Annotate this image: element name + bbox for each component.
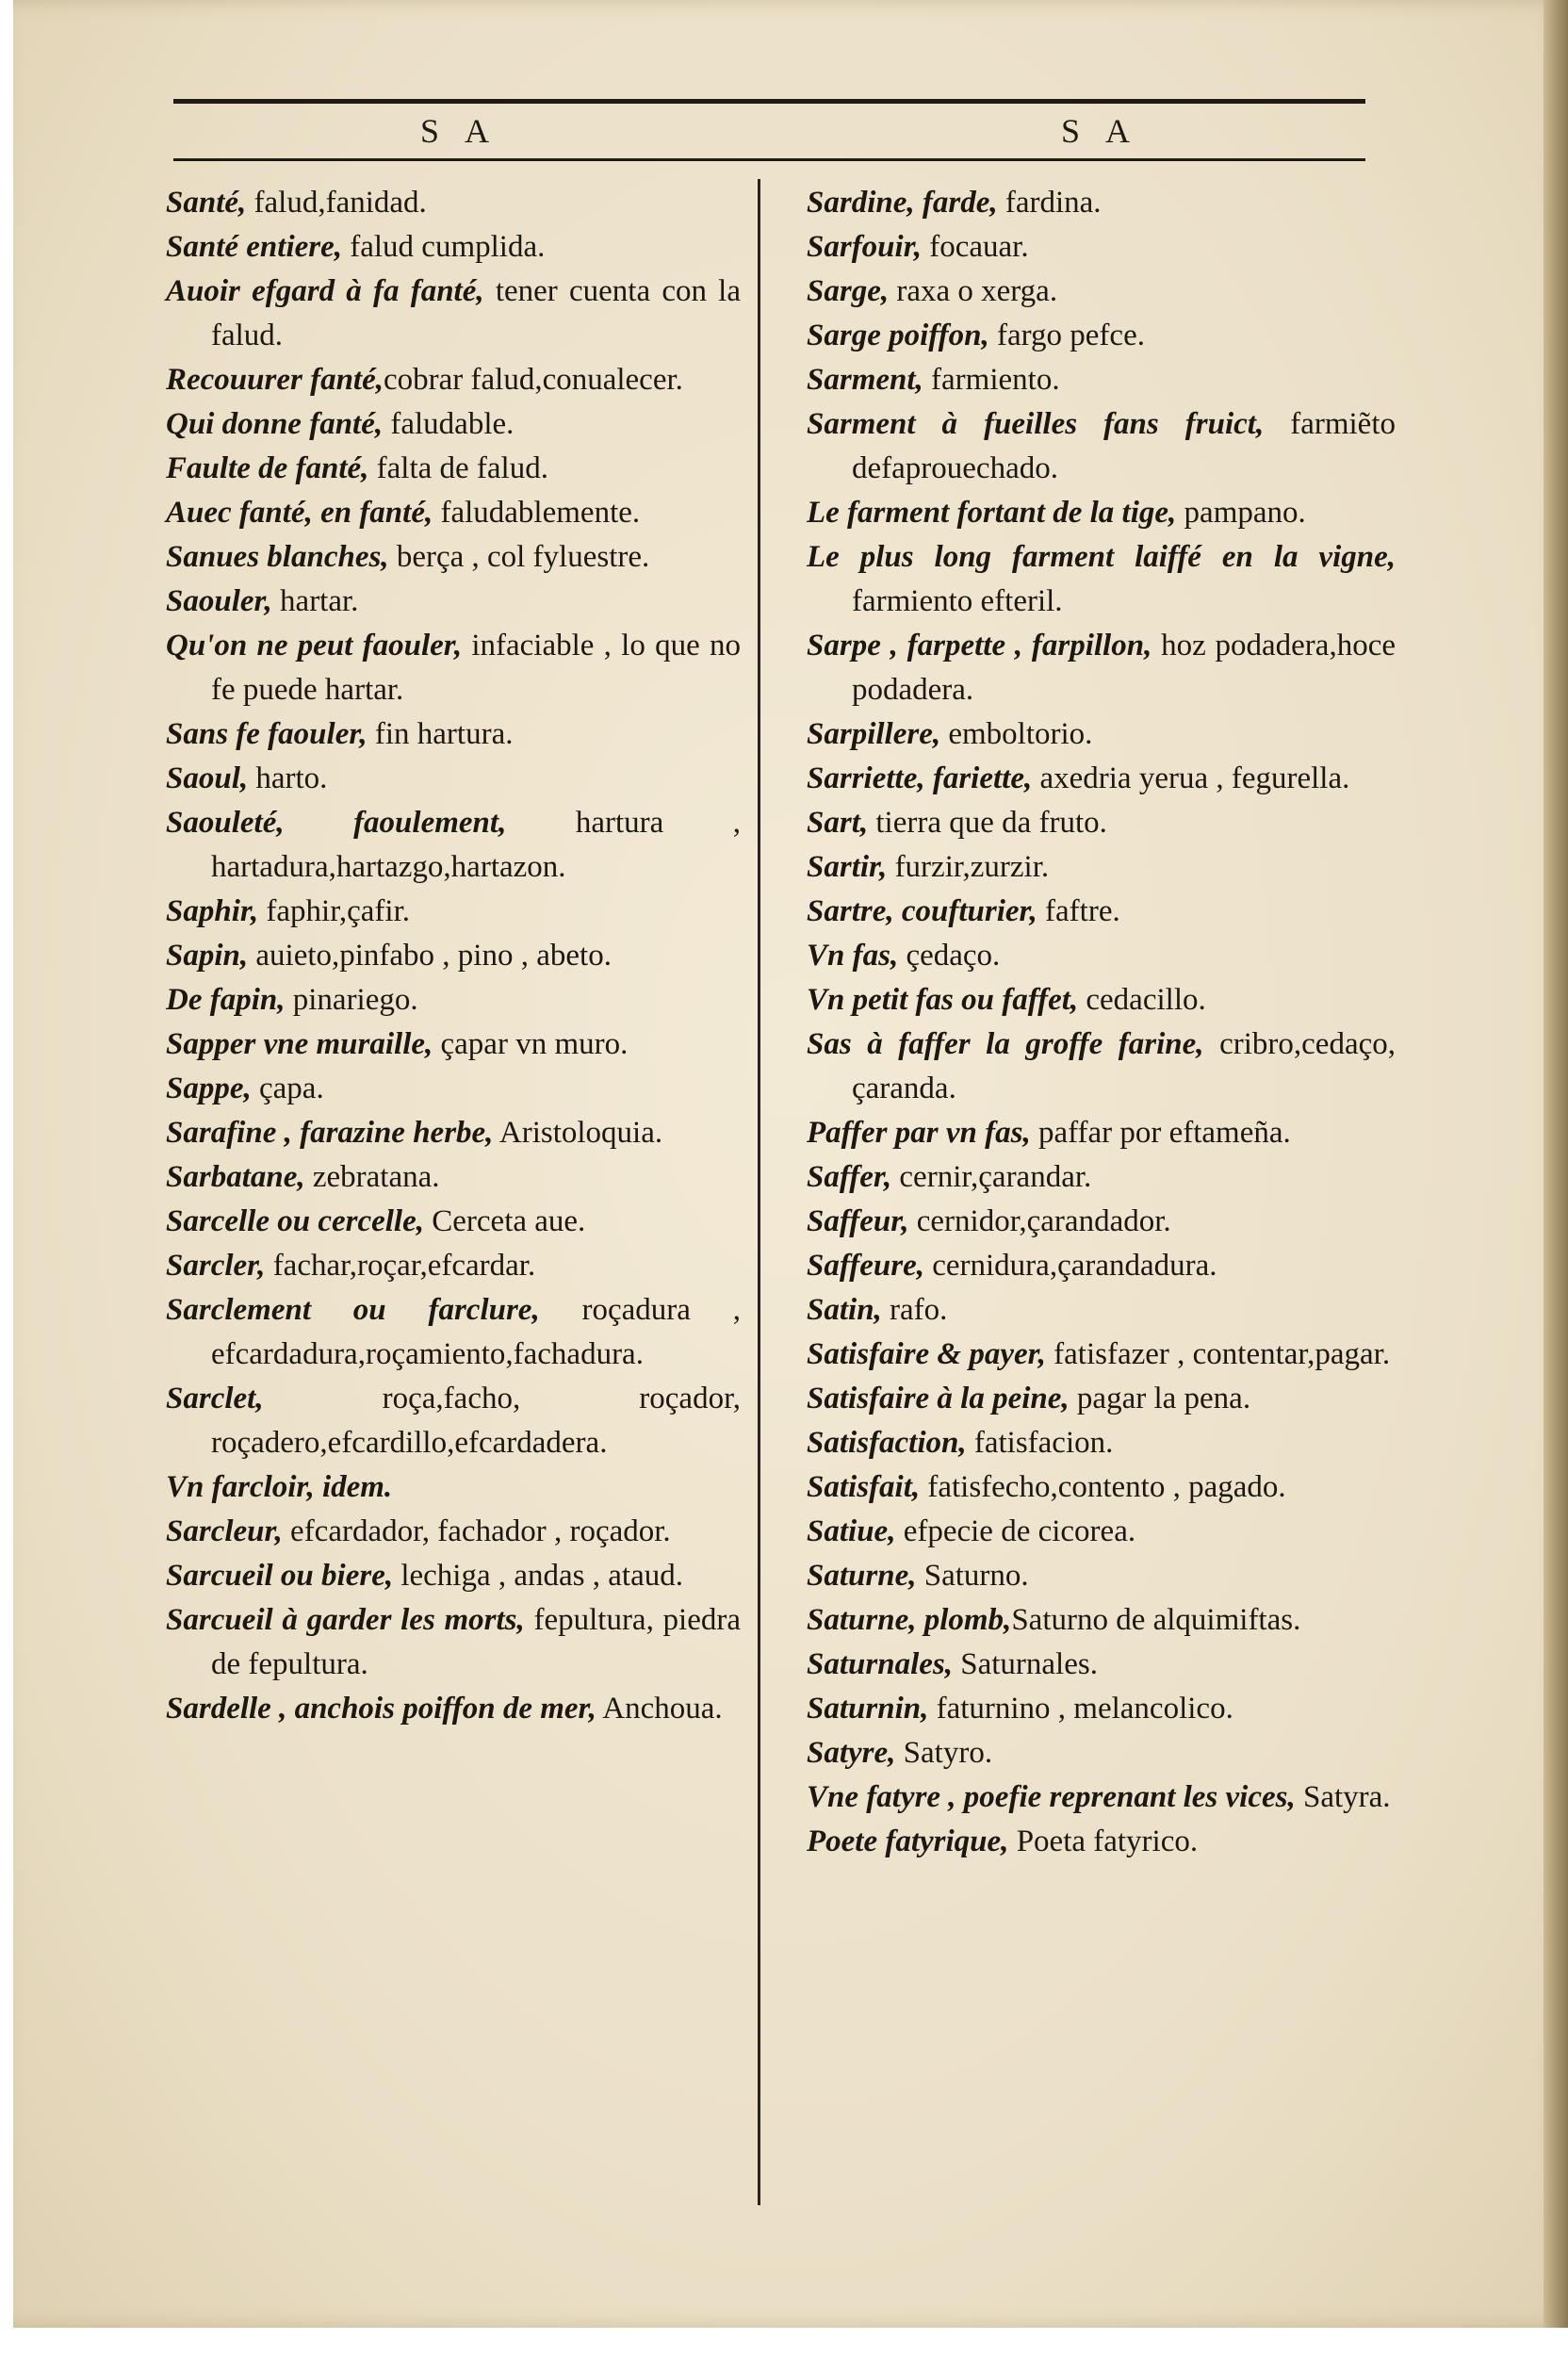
- dictionary-entry: [166, 1244, 741, 1288]
- dictionary-entry: [166, 1288, 741, 1377]
- entry-headword: Sarcelle ou cercelle,: [166, 1204, 424, 1238]
- entry-translation: Saturno de alquimiftas.: [1011, 1603, 1301, 1637]
- dictionary-entry: [807, 1200, 1396, 1244]
- entry-translation: lechiga , andas , ataud.: [393, 1559, 683, 1593]
- entry-headword: Vne fatyre , poefie reprenant les vices,: [807, 1780, 1296, 1814]
- entry-translation: fin hartura.: [367, 717, 514, 751]
- entry-headword: Saouler,: [166, 584, 272, 618]
- dictionary-entry: [807, 535, 1396, 624]
- dictionary-entry: [166, 624, 741, 712]
- entry-translation: hartura , hartadura,hartazgo,hartazon.: [211, 806, 741, 884]
- dictionary-entry: [166, 270, 741, 358]
- entry-headword: Saturne, plomb,: [807, 1603, 1012, 1637]
- entry-headword: Qui donne fanté,: [166, 407, 384, 441]
- entry-translation: raxa o xerga.: [889, 274, 1058, 308]
- entry-translation: axedria yerua , fegurella.: [1032, 761, 1350, 795]
- entry-headword: Sapin,: [166, 939, 249, 973]
- dictionary-entry: [166, 181, 741, 225]
- book-page: [13, 0, 1568, 2328]
- entry-translation: cobrar falud,conualecer.: [384, 363, 683, 397]
- entry-translation: focauar.: [921, 230, 1029, 264]
- dictionary-entry: [166, 978, 741, 1023]
- dictionary-entry: [807, 1288, 1396, 1333]
- entry-translation: hartar.: [271, 584, 359, 618]
- dictionary-entry: [807, 1155, 1396, 1200]
- dictionary-entry: [166, 402, 741, 447]
- entry-headword: Auoir efgard à fa fanté,: [166, 274, 484, 308]
- dictionary-entry: [807, 1554, 1396, 1598]
- entry-headword: Auec fanté, en fanté,: [166, 496, 433, 530]
- dictionary-entry: [807, 314, 1396, 358]
- top-rule: [173, 99, 1365, 104]
- entry-translation: berça , col fyluestre.: [388, 540, 650, 574]
- dictionary-entry: [807, 1731, 1396, 1775]
- dictionary-entry: [807, 181, 1396, 225]
- entry-headword: Satisfaction,: [807, 1426, 967, 1460]
- entry-translation: fatisfazer , contentar,pagar.: [1045, 1337, 1391, 1371]
- entry-headword: Qu'on ne peut faouler,: [166, 629, 463, 663]
- dictionary-entry: [166, 1155, 741, 1200]
- entry-translation: Satyro.: [895, 1736, 993, 1770]
- running-head-right: S A: [1061, 112, 1140, 150]
- entry-headword: Satyre,: [807, 1736, 896, 1770]
- dictionary-entry: [166, 447, 741, 491]
- entry-translation: tener cuenta con la falud.: [211, 274, 741, 352]
- dictionary-entry: [807, 402, 1396, 491]
- dictionary-entry: [807, 1687, 1396, 1731]
- entry-headword: Sarclement ou farclure,: [166, 1293, 540, 1327]
- entry-translation: farmiento.: [923, 363, 1060, 397]
- entry-translation: efcardador, fachador , roçador.: [282, 1514, 671, 1548]
- entry-translation: roça,facho, roçador, roçadero,efcardillo,efcardadera.: [211, 1382, 741, 1460]
- entry-headword: Sarge poiffon,: [807, 319, 989, 352]
- entry-headword: Sarriette, fariette,: [807, 761, 1033, 795]
- dictionary-entry: [807, 1421, 1396, 1465]
- entry-headword: Saoul,: [166, 761, 249, 795]
- entry-translation: cernidor,çarandador.: [908, 1204, 1171, 1238]
- entry-headword: Sardelle , anchois poiffon de mer,: [166, 1692, 596, 1726]
- entry-translation: pampano.: [1176, 496, 1306, 530]
- entry-headword: Sarcueil ou biere,: [166, 1559, 394, 1593]
- dictionary-entry: [807, 1775, 1396, 1820]
- entry-translation: Aristoloquia.: [493, 1116, 663, 1150]
- dictionary-entry: [807, 624, 1396, 712]
- entry-translation: efpecie de cicorea.: [895, 1514, 1136, 1548]
- entry-translation: falud,fanidad.: [246, 186, 427, 220]
- dictionary-entry: [166, 358, 741, 402]
- dictionary-entry: [166, 535, 741, 580]
- running-head-left: S A: [420, 112, 499, 150]
- entry-translation: zebratana.: [304, 1160, 440, 1194]
- entry-translation: faturnino , melancolico.: [928, 1692, 1233, 1726]
- dictionary-entry: [166, 1465, 741, 1510]
- dictionary-entry: [166, 1510, 741, 1554]
- dictionary-entry: [807, 1244, 1396, 1288]
- dictionary-entry: [807, 1820, 1396, 1864]
- dictionary-entry: [807, 1111, 1396, 1155]
- dictionary-entry: [807, 225, 1396, 270]
- entry-translation: farmiento efteril.: [852, 584, 1063, 618]
- entry-translation: pagar la pena.: [1069, 1382, 1251, 1415]
- entry-headword: Saturnales,: [807, 1647, 953, 1681]
- entry-translation: farmiẽto defaprouechado.: [852, 407, 1396, 485]
- entry-translation: hoz podadera,hoce podadera.: [852, 629, 1396, 707]
- dictionary-entry: [807, 712, 1396, 757]
- entry-headword: Sarcleur,: [166, 1514, 283, 1548]
- entry-headword: Satisfaire à la peine,: [807, 1382, 1070, 1415]
- dictionary-entry: [807, 1510, 1396, 1554]
- entry-headword: Saffeur,: [807, 1204, 909, 1238]
- dictionary-entry: [166, 1687, 741, 1731]
- entry-headword: Sarcueil à garder les morts,: [166, 1603, 525, 1637]
- entry-headword: Sapper vne muraille,: [166, 1027, 433, 1061]
- entry-translation: cernidura,çarandadura.: [923, 1249, 1217, 1283]
- entry-headword: Sanues blanches,: [166, 540, 389, 574]
- entry-headword: Paffer par vn fas,: [807, 1116, 1031, 1150]
- dictionary-entry: [166, 491, 741, 535]
- dictionary-entry: [166, 712, 741, 757]
- entry-headword: Sarclet,: [166, 1382, 264, 1415]
- entry-translation: faludable.: [383, 407, 514, 441]
- entry-translation: çapar vn muro.: [433, 1027, 629, 1061]
- entry-headword: Vn farcloir, idem.: [166, 1470, 393, 1504]
- entry-translation: Saturno.: [916, 1559, 1029, 1593]
- entry-headword: Sarge,: [807, 274, 890, 308]
- dictionary-entry: [807, 1598, 1396, 1643]
- dictionary-entry: [166, 1377, 741, 1465]
- entry-translation: fatisfacion.: [966, 1426, 1114, 1460]
- entry-translation: paffar por eftameña.: [1030, 1116, 1291, 1150]
- dictionary-entry: [166, 1111, 741, 1155]
- entry-translation: infaciable , lo que no fe puede hartar.: [211, 629, 741, 707]
- dictionary-entry: [807, 978, 1396, 1023]
- dictionary-entry: [166, 1554, 741, 1598]
- dictionary-entry: [166, 1200, 741, 1244]
- dictionary-entry: [807, 890, 1396, 934]
- entry-headword: Sarafine , farazine herbe,: [166, 1116, 494, 1150]
- entry-translation: cernir,çarandar.: [891, 1160, 1092, 1194]
- entry-headword: Sardine, farde,: [807, 186, 998, 220]
- dictionary-entry: [807, 1333, 1396, 1377]
- entry-headword: Satisfaire & payer,: [807, 1337, 1046, 1371]
- entry-translation: falta de falud.: [368, 451, 548, 485]
- entry-translation: auieto,pinfabo , pino , abeto.: [248, 939, 612, 973]
- entry-headword: Faulte de fanté,: [166, 451, 369, 485]
- dictionary-entry: [166, 801, 741, 890]
- entry-headword: Le farment fortant de la tige,: [807, 496, 1177, 530]
- entry-headword: Sart,: [807, 806, 869, 840]
- dictionary-entry: [166, 580, 741, 624]
- dictionary-entry: [807, 491, 1396, 535]
- entry-translation: cribro,cedaço, çaranda.: [852, 1027, 1396, 1105]
- entry-translation: faludablemente.: [433, 496, 641, 530]
- entry-headword: Saouleté, faoulement,: [166, 806, 507, 840]
- entry-translation: fardina.: [997, 186, 1102, 220]
- entry-headword: Le plus long farment laiffé en la vigne,: [807, 540, 1396, 574]
- entry-translation: Saturnales.: [952, 1647, 1098, 1681]
- entry-headword: Saturne,: [807, 1559, 917, 1593]
- entry-translation: Anchoua.: [596, 1692, 723, 1726]
- dictionary-entry: [807, 1377, 1396, 1421]
- entry-headword: Sans fe faouler,: [166, 717, 368, 751]
- dictionary-entry: [166, 1067, 741, 1111]
- entry-translation: çapa.: [251, 1072, 324, 1105]
- entry-headword: Saffer,: [807, 1160, 892, 1194]
- dictionary-entry: [166, 757, 741, 801]
- entry-headword: Saphir,: [166, 894, 259, 928]
- entry-headword: Saturnin,: [807, 1692, 929, 1726]
- entry-translation: rafo.: [881, 1293, 948, 1327]
- entry-translation: Satyra.: [1295, 1780, 1391, 1814]
- right-column: [807, 181, 1396, 1864]
- entry-headword: Sas à faffer la groffe farine,: [807, 1027, 1204, 1061]
- dictionary-entry: [807, 1023, 1396, 1111]
- dictionary-entry: [166, 890, 741, 934]
- entry-headword: Sappe,: [166, 1072, 252, 1105]
- entry-translation: fargo pefce.: [988, 319, 1145, 352]
- entry-headword: Satiue,: [807, 1514, 896, 1548]
- entry-headword: Sarment,: [807, 363, 923, 397]
- dictionary-entry: [807, 757, 1396, 801]
- entry-translation: roçadura , efcardadura,roçamiento,fachadura.: [211, 1293, 742, 1371]
- entry-headword: Sarment à fueilles fans fruict,: [807, 407, 1265, 441]
- entry-headword: Vn fas,: [807, 939, 899, 973]
- entry-translation: Poeta fatyrico.: [1008, 1824, 1199, 1858]
- entry-headword: Satisfait,: [807, 1470, 921, 1504]
- dictionary-entry: [807, 845, 1396, 890]
- left-column: [166, 181, 741, 1731]
- dictionary-entry: [807, 1643, 1396, 1687]
- dictionary-entry: [166, 225, 741, 270]
- dictionary-entry: [807, 801, 1396, 845]
- entry-translation: harto.: [248, 761, 328, 795]
- entry-translation: fepultura, piedra de fepultura.: [211, 1603, 741, 1681]
- entry-translation: fatisfecho,contento , pagado.: [920, 1470, 1286, 1504]
- dictionary-entry: [807, 934, 1396, 978]
- entry-translation: faphir,çafir.: [258, 894, 410, 928]
- entry-headword: De fapin,: [166, 983, 286, 1017]
- entry-headword: Recouurer fanté,: [166, 363, 384, 397]
- entry-headword: Poete fatyrique,: [807, 1824, 1009, 1858]
- entry-translation: Cerceta aue.: [424, 1204, 586, 1238]
- entry-headword: Sarpillere,: [807, 717, 941, 751]
- entry-translation: pinariego.: [285, 983, 418, 1017]
- entry-headword: Sartir,: [807, 850, 888, 884]
- entry-translation: furzir,zurzir.: [887, 850, 1050, 884]
- entry-headword: Sarfouir,: [807, 230, 922, 264]
- entry-translation: faftre.: [1037, 894, 1120, 928]
- entry-translation: falud cumplida.: [342, 230, 546, 264]
- dictionary-entry: [166, 934, 741, 978]
- entry-headword: Santé,: [166, 186, 247, 220]
- entry-headword: Santé entiere,: [166, 230, 342, 264]
- dictionary-entry: [166, 1023, 741, 1067]
- header-rule: [173, 158, 1365, 161]
- entry-headword: Saffeure,: [807, 1249, 924, 1283]
- entry-headword: Sarcler,: [166, 1249, 266, 1283]
- dictionary-entry: [807, 1465, 1396, 1510]
- entry-translation: fachar,roçar,efcardar.: [265, 1249, 536, 1283]
- dictionary-entry: [807, 358, 1396, 402]
- entry-translation: çedaço.: [898, 939, 1001, 973]
- entry-translation: tierra que da fruto.: [868, 806, 1107, 840]
- dictionary-entry: [807, 270, 1396, 314]
- entry-translation: emboltorio.: [940, 717, 1093, 751]
- column-divider: [758, 179, 760, 2205]
- dictionary-entry: [166, 1598, 741, 1687]
- entry-translation: cedacillo.: [1078, 983, 1206, 1017]
- entry-headword: Vn petit fas ou faffet,: [807, 983, 1079, 1017]
- entry-headword: Sarpe , farpette , farpillon,: [807, 629, 1152, 663]
- page-spine-shadow: [1544, 0, 1568, 2328]
- entry-headword: Sartre, coufturier,: [807, 894, 1037, 928]
- entry-headword: Satin,: [807, 1293, 882, 1327]
- entry-headword: Sarbatane,: [166, 1160, 305, 1194]
